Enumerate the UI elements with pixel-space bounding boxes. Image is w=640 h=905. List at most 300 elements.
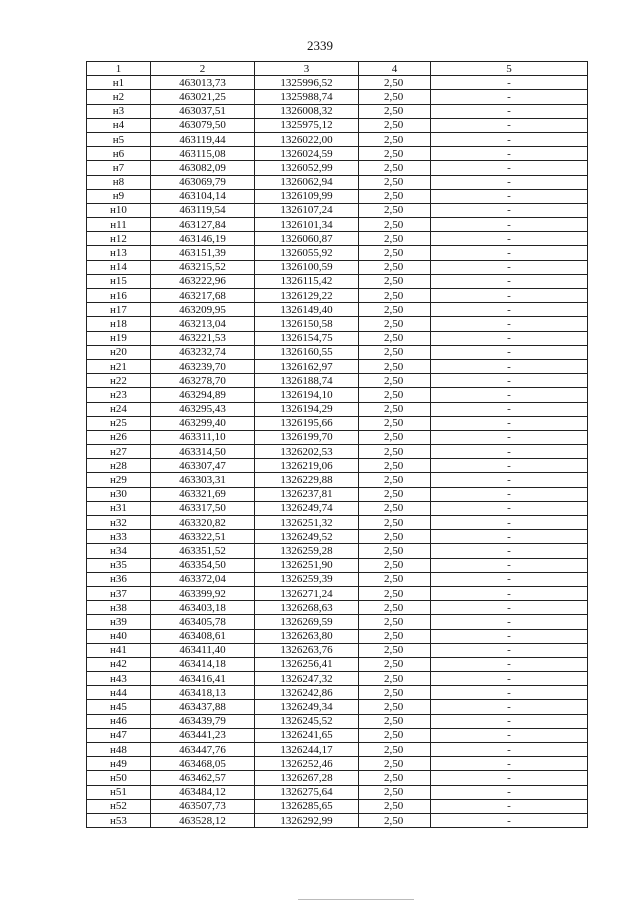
description-cell: - <box>431 601 588 615</box>
accuracy-cell: 2,50 <box>359 799 431 813</box>
point-id-cell: н49 <box>87 757 151 771</box>
accuracy-cell: 2,50 <box>359 232 431 246</box>
table-row <box>87 785 588 799</box>
accuracy-cell: 2,50 <box>359 657 431 671</box>
page-number: 2339 <box>307 38 333 53</box>
y-coordinate-cell: 1326022,00 <box>255 132 359 146</box>
y-coordinate-cell: 1326188,74 <box>255 374 359 388</box>
accuracy-cell: 2,50 <box>359 260 431 274</box>
x-coordinate-cell: 463115,08 <box>151 147 255 161</box>
point-id-cell: н7 <box>87 161 151 175</box>
table-row <box>87 388 588 402</box>
point-id-cell: н52 <box>87 799 151 813</box>
x-coordinate-cell: 463119,54 <box>151 203 255 217</box>
accuracy-cell: 2,50 <box>359 445 431 459</box>
accuracy-cell: 2,50 <box>359 544 431 558</box>
accuracy-cell: 2,50 <box>359 132 431 146</box>
x-coordinate-cell: 463351,52 <box>151 544 255 558</box>
point-id-cell: н9 <box>87 189 151 203</box>
coordinates-table <box>86 61 588 828</box>
y-coordinate-cell: 1326162,97 <box>255 359 359 373</box>
description-cell: - <box>431 558 588 572</box>
y-coordinate-cell: 1326247,32 <box>255 672 359 686</box>
table-row <box>87 771 588 785</box>
table-row <box>87 501 588 515</box>
x-coordinate-cell: 463151,39 <box>151 246 255 260</box>
point-id-cell: н22 <box>87 374 151 388</box>
accuracy-cell: 2,50 <box>359 615 431 629</box>
y-coordinate-cell: 1326292,99 <box>255 813 359 827</box>
point-id-cell: н33 <box>87 530 151 544</box>
description-cell: - <box>431 501 588 515</box>
y-coordinate-cell: 1326229,88 <box>255 473 359 487</box>
point-id-cell: н16 <box>87 289 151 303</box>
description-cell: - <box>431 274 588 288</box>
y-coordinate-cell: 1326195,66 <box>255 416 359 430</box>
y-coordinate-cell: 1326194,10 <box>255 388 359 402</box>
y-coordinate-cell: 1326199,70 <box>255 430 359 444</box>
table-row <box>87 147 588 161</box>
description-cell: - <box>431 104 588 118</box>
description-cell: - <box>431 714 588 728</box>
y-coordinate-cell: 1326245,52 <box>255 714 359 728</box>
y-coordinate-cell: 1326154,75 <box>255 331 359 345</box>
x-coordinate-cell: 463314,50 <box>151 445 255 459</box>
x-coordinate-cell: 463299,40 <box>151 416 255 430</box>
x-coordinate-cell: 463439,79 <box>151 714 255 728</box>
point-id-cell: н46 <box>87 714 151 728</box>
accuracy-cell: 2,50 <box>359 516 431 530</box>
point-id-cell: н38 <box>87 601 151 615</box>
point-id-cell: н23 <box>87 388 151 402</box>
point-id-cell: н44 <box>87 686 151 700</box>
x-coordinate-cell: 463468,05 <box>151 757 255 771</box>
x-coordinate-cell: 463079,50 <box>151 118 255 132</box>
description-cell: - <box>431 90 588 104</box>
x-coordinate-cell: 463217,68 <box>151 289 255 303</box>
description-cell: - <box>431 374 588 388</box>
column-header: 3 <box>255 62 359 76</box>
point-id-cell: н17 <box>87 303 151 317</box>
point-id-cell: н14 <box>87 260 151 274</box>
x-coordinate-cell: 463082,09 <box>151 161 255 175</box>
y-coordinate-cell: 1326052,99 <box>255 161 359 175</box>
accuracy-cell: 2,50 <box>359 189 431 203</box>
table-row <box>87 813 588 827</box>
y-coordinate-cell: 1326249,52 <box>255 530 359 544</box>
description-cell: - <box>431 643 588 657</box>
x-coordinate-cell: 463399,92 <box>151 586 255 600</box>
accuracy-cell: 2,50 <box>359 388 431 402</box>
table-row <box>87 331 588 345</box>
x-coordinate-cell: 463104,14 <box>151 189 255 203</box>
accuracy-cell: 2,50 <box>359 558 431 572</box>
x-coordinate-cell: 463119,44 <box>151 132 255 146</box>
x-coordinate-cell: 463403,18 <box>151 601 255 615</box>
point-id-cell: н30 <box>87 487 151 501</box>
y-coordinate-cell: 1326160,55 <box>255 345 359 359</box>
table-row <box>87 657 588 671</box>
point-id-cell: н28 <box>87 459 151 473</box>
y-coordinate-cell: 1326263,76 <box>255 643 359 657</box>
table-row <box>87 473 588 487</box>
description-cell: - <box>431 289 588 303</box>
description-cell: - <box>431 203 588 217</box>
point-id-cell: н24 <box>87 402 151 416</box>
accuracy-cell: 2,50 <box>359 175 431 189</box>
y-coordinate-cell: 1326267,28 <box>255 771 359 785</box>
description-cell: - <box>431 629 588 643</box>
x-coordinate-cell: 463013,73 <box>151 76 255 90</box>
table-row <box>87 303 588 317</box>
table-row <box>87 430 588 444</box>
point-id-cell: н10 <box>87 203 151 217</box>
description-cell: - <box>431 516 588 530</box>
x-coordinate-cell: 463321,69 <box>151 487 255 501</box>
point-id-cell: н51 <box>87 785 151 799</box>
x-coordinate-cell: 463213,04 <box>151 317 255 331</box>
description-cell: - <box>431 132 588 146</box>
description-cell: - <box>431 586 588 600</box>
accuracy-cell: 2,50 <box>359 374 431 388</box>
table-row <box>87 799 588 813</box>
description-cell: - <box>431 246 588 260</box>
point-id-cell: н15 <box>87 274 151 288</box>
table-row <box>87 728 588 742</box>
point-id-cell: н26 <box>87 430 151 444</box>
accuracy-cell: 2,50 <box>359 331 431 345</box>
accuracy-cell: 2,50 <box>359 487 431 501</box>
accuracy-cell: 2,50 <box>359 714 431 728</box>
x-coordinate-cell: 463037,51 <box>151 104 255 118</box>
accuracy-cell: 2,50 <box>359 686 431 700</box>
table-row <box>87 757 588 771</box>
x-coordinate-cell: 463021,25 <box>151 90 255 104</box>
table-row <box>87 104 588 118</box>
column-header: 2 <box>151 62 255 76</box>
y-coordinate-cell: 1326252,46 <box>255 757 359 771</box>
description-cell: - <box>431 544 588 558</box>
accuracy-cell: 2,50 <box>359 289 431 303</box>
y-coordinate-cell: 1326259,28 <box>255 544 359 558</box>
table-row <box>87 374 588 388</box>
x-coordinate-cell: 463127,84 <box>151 218 255 232</box>
point-id-cell: н40 <box>87 629 151 643</box>
description-cell: - <box>431 686 588 700</box>
description-cell: - <box>431 459 588 473</box>
table-row <box>87 218 588 232</box>
accuracy-cell: 2,50 <box>359 76 431 90</box>
table-row <box>87 459 588 473</box>
y-coordinate-cell: 1326268,63 <box>255 601 359 615</box>
point-id-cell: н50 <box>87 771 151 785</box>
description-cell: - <box>431 161 588 175</box>
x-coordinate-cell: 463239,70 <box>151 359 255 373</box>
table-row <box>87 189 588 203</box>
table-row <box>87 118 588 132</box>
point-id-cell: н1 <box>87 76 151 90</box>
point-id-cell: н21 <box>87 359 151 373</box>
description-cell: - <box>431 430 588 444</box>
accuracy-cell: 2,50 <box>359 643 431 657</box>
column-header: 5 <box>431 62 588 76</box>
table-row <box>87 345 588 359</box>
accuracy-cell: 2,50 <box>359 813 431 827</box>
accuracy-cell: 2,50 <box>359 728 431 742</box>
y-coordinate-cell: 1326150,58 <box>255 317 359 331</box>
table-row <box>87 274 588 288</box>
description-cell: - <box>431 118 588 132</box>
description-cell: - <box>431 345 588 359</box>
point-id-cell: н27 <box>87 445 151 459</box>
y-coordinate-cell: 1326008,32 <box>255 104 359 118</box>
y-coordinate-cell: 1326149,40 <box>255 303 359 317</box>
x-coordinate-cell: 463484,12 <box>151 785 255 799</box>
accuracy-cell: 2,50 <box>359 303 431 317</box>
x-coordinate-cell: 463437,88 <box>151 700 255 714</box>
x-coordinate-cell: 463507,73 <box>151 799 255 813</box>
x-coordinate-cell: 463411,40 <box>151 643 255 657</box>
x-coordinate-cell: 463405,78 <box>151 615 255 629</box>
y-coordinate-cell: 1326237,81 <box>255 487 359 501</box>
description-cell: - <box>431 672 588 686</box>
description-cell: - <box>431 189 588 203</box>
description-cell: - <box>431 487 588 501</box>
table-row <box>87 743 588 757</box>
x-coordinate-cell: 463295,43 <box>151 402 255 416</box>
y-coordinate-cell: 1326249,74 <box>255 501 359 515</box>
accuracy-cell: 2,50 <box>359 118 431 132</box>
description-cell: - <box>431 813 588 827</box>
x-coordinate-cell: 463311,10 <box>151 430 255 444</box>
accuracy-cell: 2,50 <box>359 586 431 600</box>
y-coordinate-cell: 1326249,34 <box>255 700 359 714</box>
y-coordinate-cell: 1326269,59 <box>255 615 359 629</box>
y-coordinate-cell: 1326024,59 <box>255 147 359 161</box>
point-id-cell: н43 <box>87 672 151 686</box>
x-coordinate-cell: 463354,50 <box>151 558 255 572</box>
accuracy-cell: 2,50 <box>359 345 431 359</box>
description-cell: - <box>431 657 588 671</box>
x-coordinate-cell: 463462,57 <box>151 771 255 785</box>
table-row <box>87 260 588 274</box>
accuracy-cell: 2,50 <box>359 530 431 544</box>
y-coordinate-cell: 1326219,06 <box>255 459 359 473</box>
accuracy-cell: 2,50 <box>359 700 431 714</box>
accuracy-cell: 2,50 <box>359 416 431 430</box>
point-id-cell: н42 <box>87 657 151 671</box>
accuracy-cell: 2,50 <box>359 274 431 288</box>
x-coordinate-cell: 463317,50 <box>151 501 255 515</box>
accuracy-cell: 2,50 <box>359 672 431 686</box>
y-coordinate-cell: 1326115,42 <box>255 274 359 288</box>
accuracy-cell: 2,50 <box>359 785 431 799</box>
accuracy-cell: 2,50 <box>359 104 431 118</box>
y-coordinate-cell: 1326259,39 <box>255 572 359 586</box>
accuracy-cell: 2,50 <box>359 402 431 416</box>
point-id-cell: н3 <box>87 104 151 118</box>
y-coordinate-cell: 1325975,12 <box>255 118 359 132</box>
table-row <box>87 643 588 657</box>
point-id-cell: н4 <box>87 118 151 132</box>
accuracy-cell: 2,50 <box>359 147 431 161</box>
table-row <box>87 601 588 615</box>
description-cell: - <box>431 76 588 90</box>
accuracy-cell: 2,50 <box>359 203 431 217</box>
description-cell: - <box>431 615 588 629</box>
table-row <box>87 558 588 572</box>
x-coordinate-cell: 463408,61 <box>151 629 255 643</box>
table-row <box>87 686 588 700</box>
description-cell: - <box>431 260 588 274</box>
x-coordinate-cell: 463303,31 <box>151 473 255 487</box>
accuracy-cell: 2,50 <box>359 317 431 331</box>
description-cell: - <box>431 303 588 317</box>
x-coordinate-cell: 463307,47 <box>151 459 255 473</box>
y-coordinate-cell: 1326241,65 <box>255 728 359 742</box>
accuracy-cell: 2,50 <box>359 771 431 785</box>
x-coordinate-cell: 463416,41 <box>151 672 255 686</box>
table-row <box>87 572 588 586</box>
accuracy-cell: 2,50 <box>359 459 431 473</box>
table-row <box>87 629 588 643</box>
table-row <box>87 416 588 430</box>
accuracy-cell: 2,50 <box>359 473 431 487</box>
x-coordinate-cell: 463294,89 <box>151 388 255 402</box>
x-coordinate-cell: 463528,12 <box>151 813 255 827</box>
y-coordinate-cell: 1326101,34 <box>255 218 359 232</box>
x-coordinate-cell: 463414,18 <box>151 657 255 671</box>
x-coordinate-cell: 463447,76 <box>151 743 255 757</box>
description-cell: - <box>431 388 588 402</box>
y-coordinate-cell: 1326109,99 <box>255 189 359 203</box>
y-coordinate-cell: 1326194,29 <box>255 402 359 416</box>
y-coordinate-cell: 1326107,24 <box>255 203 359 217</box>
accuracy-cell: 2,50 <box>359 743 431 757</box>
point-id-cell: н53 <box>87 813 151 827</box>
y-coordinate-cell: 1326060,87 <box>255 232 359 246</box>
description-cell: - <box>431 473 588 487</box>
y-coordinate-cell: 1326100,59 <box>255 260 359 274</box>
x-coordinate-cell: 463372,04 <box>151 572 255 586</box>
y-coordinate-cell: 1326129,22 <box>255 289 359 303</box>
description-cell: - <box>431 218 588 232</box>
x-coordinate-cell: 463322,51 <box>151 530 255 544</box>
point-id-cell: н32 <box>87 516 151 530</box>
description-cell: - <box>431 147 588 161</box>
point-id-cell: н39 <box>87 615 151 629</box>
x-coordinate-cell: 463320,82 <box>151 516 255 530</box>
x-coordinate-cell: 463209,95 <box>151 303 255 317</box>
point-id-cell: н48 <box>87 743 151 757</box>
y-coordinate-cell: 1326244,17 <box>255 743 359 757</box>
table-row <box>87 289 588 303</box>
point-id-cell: н29 <box>87 473 151 487</box>
table-row <box>87 530 588 544</box>
description-cell: - <box>431 445 588 459</box>
point-id-cell: н34 <box>87 544 151 558</box>
table-row <box>87 700 588 714</box>
point-id-cell: н45 <box>87 700 151 714</box>
description-cell: - <box>431 572 588 586</box>
x-coordinate-cell: 463146,19 <box>151 232 255 246</box>
y-coordinate-cell: 1326202,53 <box>255 445 359 459</box>
description-cell: - <box>431 530 588 544</box>
y-coordinate-cell: 1326251,90 <box>255 558 359 572</box>
x-coordinate-cell: 463069,79 <box>151 175 255 189</box>
description-cell: - <box>431 317 588 331</box>
accuracy-cell: 2,50 <box>359 359 431 373</box>
description-cell: - <box>431 700 588 714</box>
table-row <box>87 132 588 146</box>
table-row <box>87 544 588 558</box>
point-id-cell: н13 <box>87 246 151 260</box>
table-row <box>87 232 588 246</box>
point-id-cell: н11 <box>87 218 151 232</box>
table-row <box>87 359 588 373</box>
y-coordinate-cell: 1326285,65 <box>255 799 359 813</box>
point-id-cell: н41 <box>87 643 151 657</box>
y-coordinate-cell: 1326055,92 <box>255 246 359 260</box>
point-id-cell: н20 <box>87 345 151 359</box>
table-row <box>87 246 588 260</box>
point-id-cell: н25 <box>87 416 151 430</box>
table-row <box>87 615 588 629</box>
point-id-cell: н2 <box>87 90 151 104</box>
x-coordinate-cell: 463221,53 <box>151 331 255 345</box>
description-cell: - <box>431 743 588 757</box>
point-id-cell: н5 <box>87 132 151 146</box>
point-id-cell: н36 <box>87 572 151 586</box>
description-cell: - <box>431 785 588 799</box>
description-cell: - <box>431 416 588 430</box>
point-id-cell: н19 <box>87 331 151 345</box>
table-row <box>87 487 588 501</box>
point-id-cell: н12 <box>87 232 151 246</box>
accuracy-cell: 2,50 <box>359 90 431 104</box>
point-id-cell: н8 <box>87 175 151 189</box>
table-body <box>87 76 588 828</box>
y-coordinate-cell: 1326275,64 <box>255 785 359 799</box>
table-row <box>87 317 588 331</box>
x-coordinate-cell: 463418,13 <box>151 686 255 700</box>
y-coordinate-cell: 1326251,32 <box>255 516 359 530</box>
table-row <box>87 516 588 530</box>
y-coordinate-cell: 1326256,41 <box>255 657 359 671</box>
description-cell: - <box>431 331 588 345</box>
table-row <box>87 175 588 189</box>
footer-rule <box>298 899 414 900</box>
accuracy-cell: 2,50 <box>359 430 431 444</box>
x-coordinate-cell: 463215,52 <box>151 260 255 274</box>
point-id-cell: н35 <box>87 558 151 572</box>
table-row <box>87 714 588 728</box>
table-row <box>87 402 588 416</box>
table-row <box>87 161 588 175</box>
x-coordinate-cell: 463232,74 <box>151 345 255 359</box>
table-row <box>87 76 588 90</box>
description-cell: - <box>431 232 588 246</box>
point-id-cell: н6 <box>87 147 151 161</box>
point-id-cell: н47 <box>87 728 151 742</box>
y-coordinate-cell: 1325988,74 <box>255 90 359 104</box>
table-header-row <box>87 62 588 76</box>
description-cell: - <box>431 175 588 189</box>
accuracy-cell: 2,50 <box>359 501 431 515</box>
x-coordinate-cell: 463222,96 <box>151 274 255 288</box>
x-coordinate-cell: 463441,23 <box>151 728 255 742</box>
table-row <box>87 586 588 600</box>
